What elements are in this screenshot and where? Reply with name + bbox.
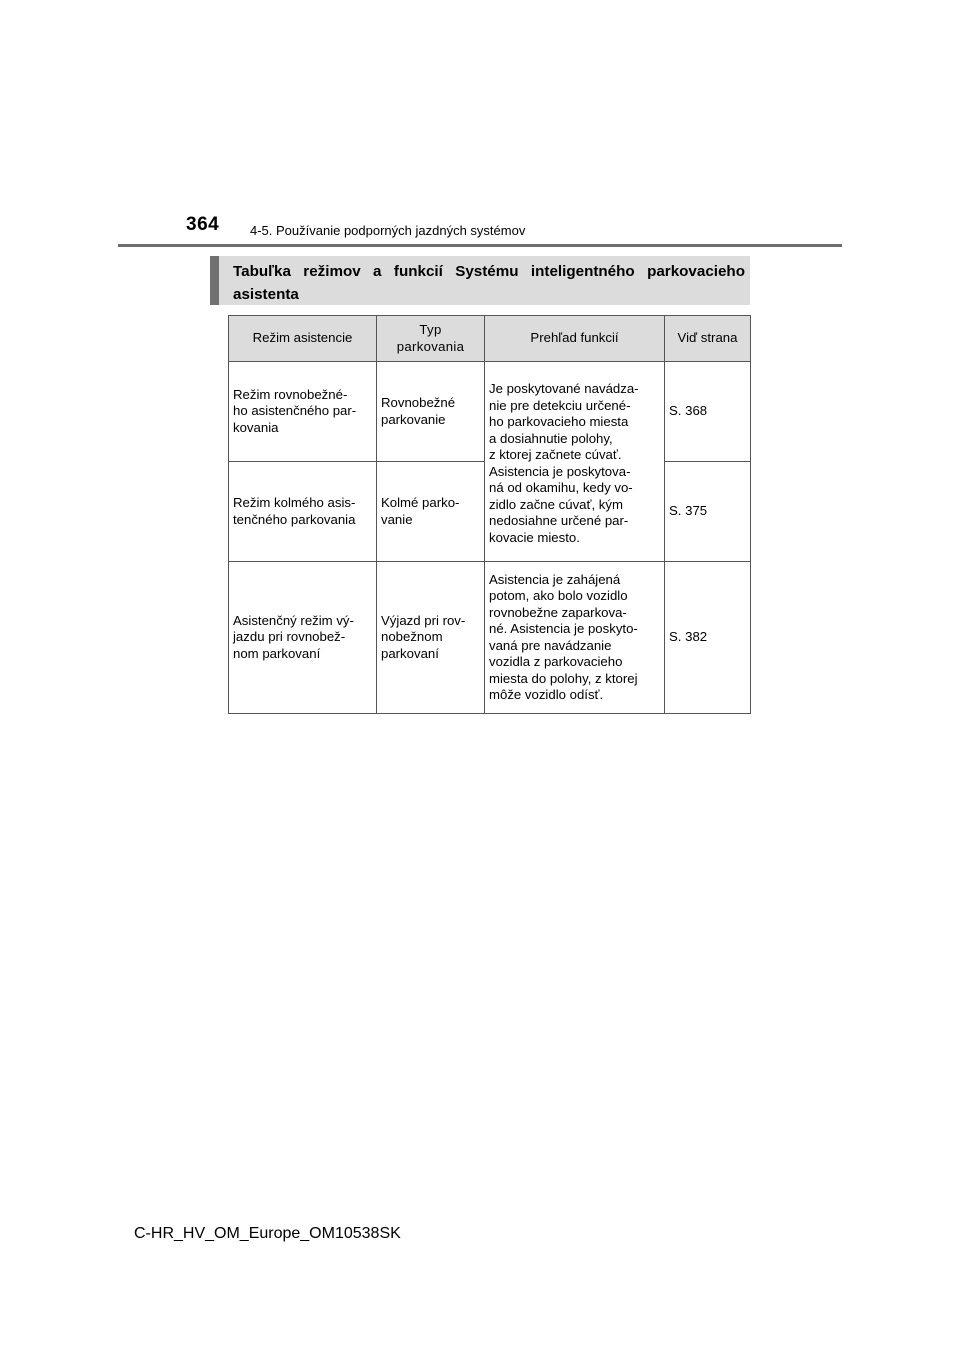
cell-overview-shared: Je poskytované navádza- nie pre detekciu určené- ho parkovacieho miesta a dosiahnutie polohy, z ktorej začnete cúvať. Asistencia je poskytova- ná od okamihu, kedy vo- zidlo začne cúvať, kým nedosiahne určené par- kovacie miesto. — [485, 362, 665, 562]
footer-doc-id: C-HR_HV_OM_Europe_OM10538SK — [134, 1225, 401, 1242]
table-row — [229, 362, 751, 462]
table-row — [229, 562, 751, 714]
heading-box — [210, 256, 750, 305]
column-header-type: Typ parkovania — [377, 316, 485, 362]
heading-text: Tabuľka režimov a funkcií Systému inteligentného parkovacieho asistenta — [233, 263, 745, 303]
table-header-row — [229, 316, 751, 362]
cell-page: S. 375 — [665, 462, 751, 562]
column-header-overview: Prehľad funkcií — [485, 316, 665, 362]
header-rule — [118, 244, 842, 247]
cell-type: Kolmé parko- vanie — [377, 462, 485, 562]
column-header-mode: Režim asistencie — [229, 316, 377, 362]
cell-type: Rovnobežné parkovanie — [377, 362, 485, 462]
page-number: 364 — [186, 214, 220, 235]
cell-page: S. 382 — [665, 562, 751, 714]
column-header-page: Viď strana — [665, 316, 751, 362]
modes-table — [228, 315, 751, 714]
cell-page: S. 368 — [665, 362, 751, 462]
cell-mode: Režim rovnobežné- ho asistenčného par- kovania — [229, 362, 377, 462]
cell-mode: Asistenčný režim vý- jazdu pri rovnobež- nom parkovaní — [229, 562, 377, 714]
cell-overview: Asistencia je zahájená potom, ako bolo vozidlo rovnobežne zaparkova- né. Asistencia je poskyto- vaná pre navádzanie vozidla z parkovacieho miesta do polohy, z ktorej môže vozidlo odísť. — [485, 562, 665, 714]
section-title: 4-5. Používanie podporných jazdných systémov — [250, 223, 526, 238]
cell-mode: Režim kolmého asis- tenčného parkovania — [229, 462, 377, 562]
cell-type: Výjazd pri rov- nobežnom parkovaní — [377, 562, 485, 714]
